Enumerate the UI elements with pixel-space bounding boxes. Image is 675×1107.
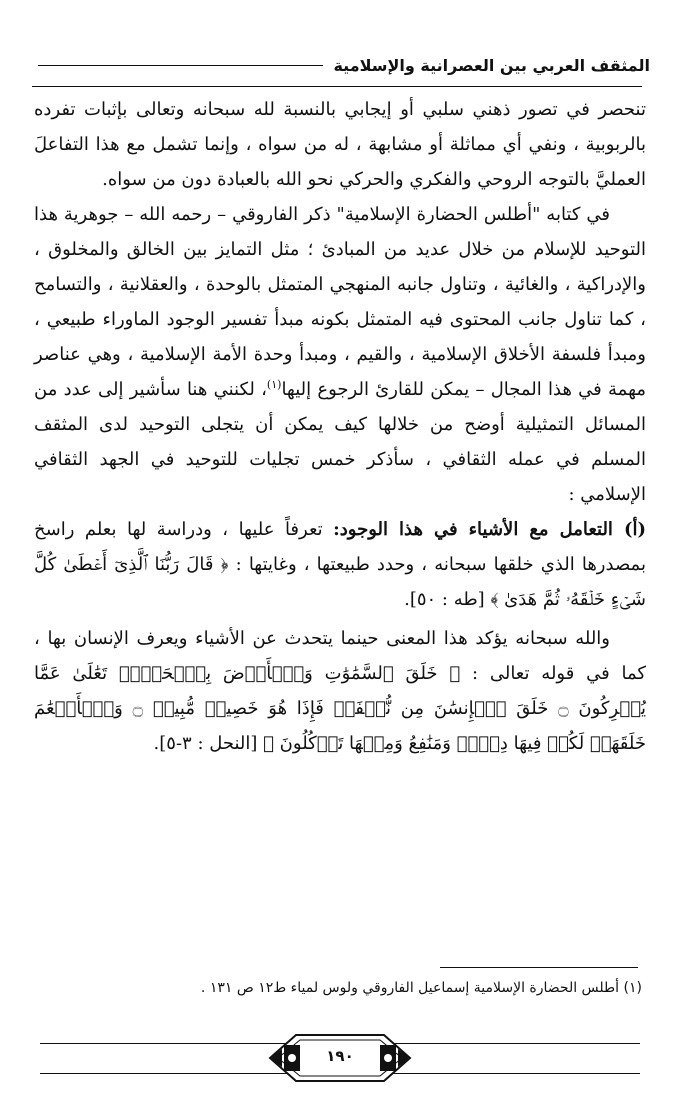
quran-verse-1: ﴿ قَالَ رَبُّنَا ٱلَّذِىٓ أَعۡطَىٰ كُلَّ شَىۡءٍ خَلۡقَهُۥ ثُمَّ هَدَىٰ ﴾ (34, 554, 646, 610)
running-header (38, 56, 650, 75)
paragraph-3 (34, 512, 646, 617)
footnote: (١) أطلس الحضارة الإسلامية إسماعيل الفاروقي ولوس لمياء ط١٢ ص ١٣١ . (200, 980, 642, 996)
footnote-separator (440, 967, 638, 968)
page-body (34, 92, 646, 761)
page-number: ١٩٠ (310, 1047, 370, 1065)
paragraph-1: تنحصر في تصور ذهني سلبي أو إيجابي بالنسبة لله سبحانه وتعالى بإثبات تفرده بالربوبية ، ونفي أي مماثلة أو مشابهة ، له من سواه ، وإنما تشمل مع هذا التفاعلَ العمليَّ بالتوجه الروحي والفكري والحركي نحو الله بالعبادة دون من سواه. (34, 99, 646, 190)
header-divider (32, 86, 642, 87)
paragraph-3-text: تعرفاً عليها ، ودراسة لها بعلم راسخ بمصدرها الذي خلقها سبحانه ، وحدد طبيعتها ، وغايتها : (34, 519, 646, 575)
quran-citation-2: [النحل : ٣-٥]. (153, 733, 258, 754)
page-footer (40, 1025, 640, 1095)
paragraph-2-text-b: ، لكنني هنا سأشير إلى عدد من المسائل التمثيلية أوضح من خلالها كيف يمكن أن يتجلى التوحيد لدى المثقف المسلم في عمله الثقافي ، سأذكر خمس تجليات للتوحيد في الجهد الثقافي الإسلامي : (34, 379, 646, 505)
section-heading-a: (أ) التعامل مع الأشياء في هذا الوجود: (333, 519, 646, 540)
header-rule (38, 65, 323, 66)
quran-citation-1: [طه : ٥٠]. (404, 589, 485, 610)
paragraph-2-text-a: في كتابه "أطلس الحضارة الإسلامية" ذكر الفاروقي – رحمه الله – جوهرية هذا التوحيد للإسلام من خلال عديد من المبادئ ؛ مثل التمايز بين الخالق والمخلوق ، والإدراكية ، والغائية ، وتناول جانبه المنهجي المتمثل بالوحدة ، والعقلانية ، والتسامح ، كما تناول جانب المحتوى فيه المتمثل بكونه مبدأ تفسير الوجود الماوراء طبيعي ، ومبدأ فلسفة الأخلاق الإسلامية ، والقيم ، ومبدأ وحدة الأمة الإسلامية ، وهي عناصر مهمة في هذا المجال – يمكن للقارئ الرجوع إليها (34, 204, 647, 400)
running-header-title: المثقف العربي بين العصرانية والإسلامية (333, 56, 650, 75)
quran-verse-2: ﴿ خَلَقَ ٱلسَّمَٰوَٰتِ وَٱلۡأَرۡضَ بِٱلۡحَقِّۚ تَعَٰلَىٰ عَمَّا يُشۡرِكُونَ ۝ خَلَقَ ٱلۡإِنسَٰنَ مِن نُّطۡفَةٖ فَإِذَا هُوَ خَصِيمٞ مُّبِينٞ ۝ وَٱلۡأَنۡعَٰمَ خَلَقَهَاۖ لَكُمۡ فِيهَا دِفۡءٞ وَمَنَٰفِعُ وَمِنۡهَا تَأۡكُلُونَ ﴾ (34, 663, 647, 754)
paragraph-4 (34, 621, 646, 761)
footnote-reference[interactable]: (١) (266, 378, 282, 391)
paragraph-2 (34, 197, 646, 512)
paragraph-4-text: والله سبحانه يؤكد هذا المعنى حينما يتحدث عن الأشياء ويعرف الإنسان بها ، كما في قوله تعالى : (34, 628, 646, 684)
